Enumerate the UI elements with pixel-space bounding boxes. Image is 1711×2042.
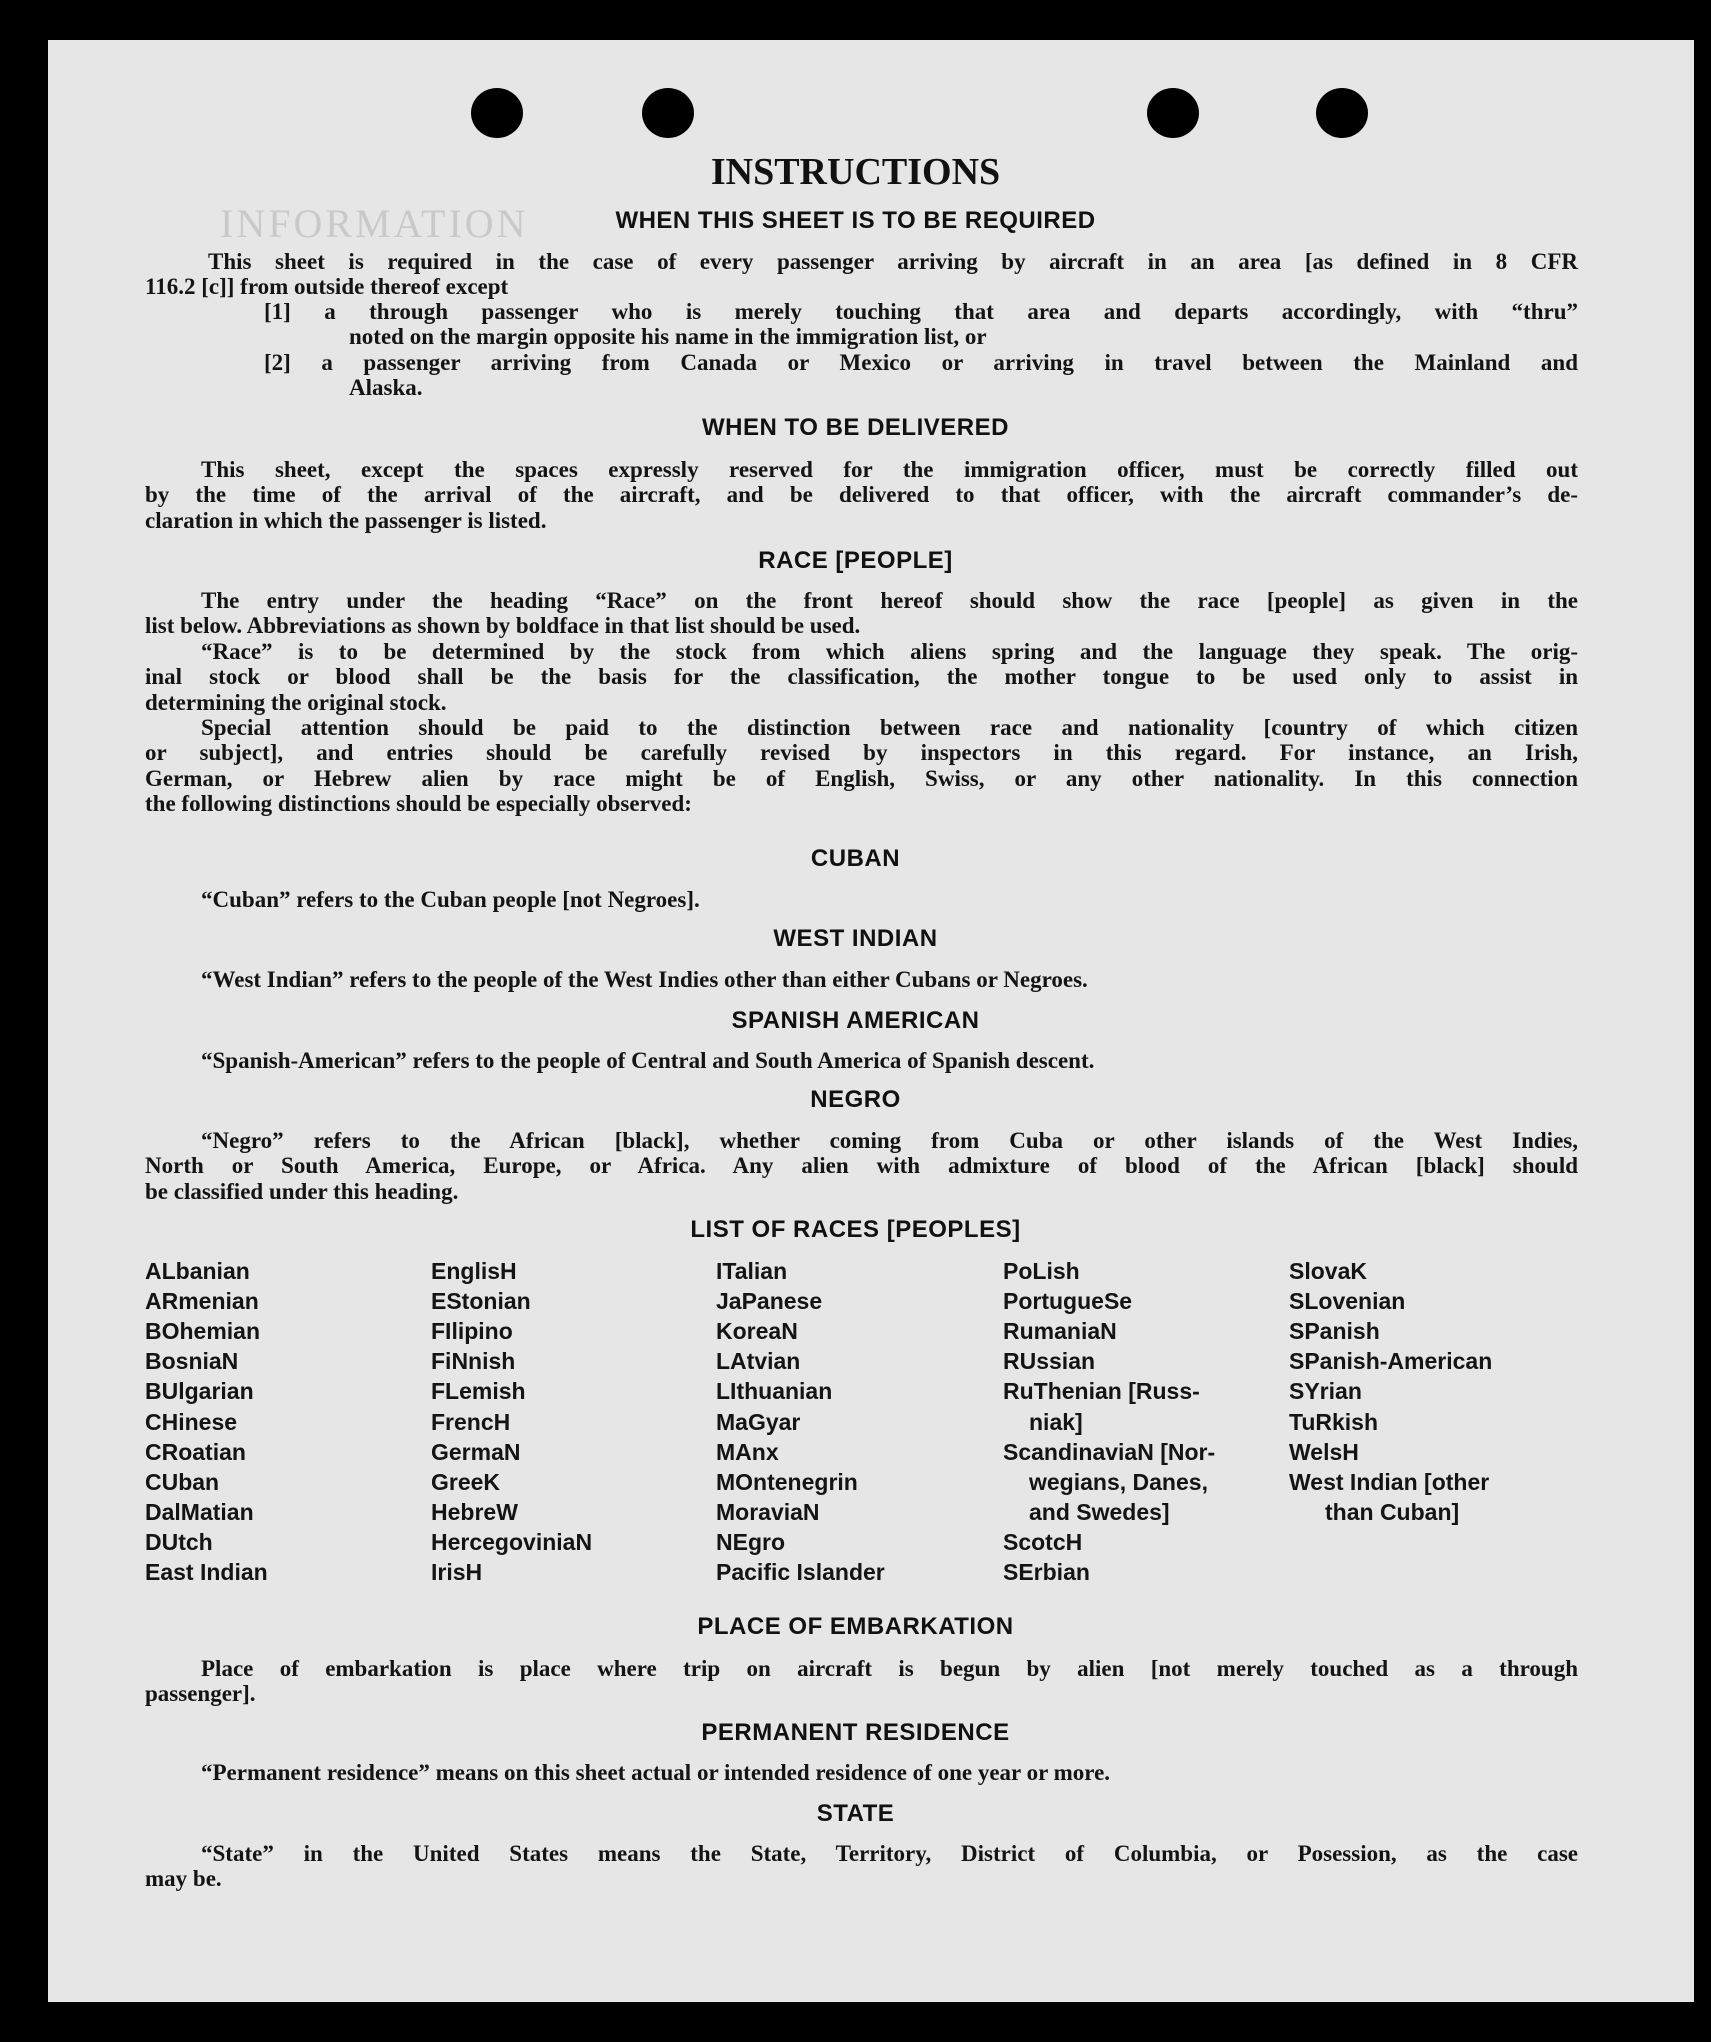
paragraph-line: “West Indian” refers to the people of the West Indies other than either Cubans or Negroes. [201,967,1088,992]
race-list-item: SPanish [1289,1318,1380,1345]
paragraph-line: [2] a passenger arriving from Canada or Mexico or arriving in travel between the Mainland and [264,350,1578,375]
race-list-item: SErbian [1003,1559,1090,1585]
paragraph-line: “Race” is to be determined by the stock from which aliens spring and the language they speak. The orig- [201,638,1578,664]
paragraph-line: “Negro” refers to the African [black], whether coming from Cuba or other islands of the West Indies, [201,1128,1578,1153]
section-heading: WHEN TO BE DELIVERED [702,414,1009,441]
race-list-item: FrencH [431,1408,511,1435]
race-list-item: EnglisH [431,1258,517,1284]
race-list-item: DUtch [145,1528,213,1555]
race-list-item: CRoatian [145,1438,246,1465]
race-list-item: MAnx [716,1438,779,1465]
race-list-item: PoLish [1003,1258,1080,1284]
race-list-item: FiNnish [431,1348,516,1375]
race-list-item: GreeK [431,1468,501,1495]
race-list-item: BUlgarian [145,1378,254,1405]
race-list-item: FLemish [431,1378,526,1405]
paragraph-line: 116.2 [c]] from outside thereof except [145,274,509,300]
paragraph-line: “Permanent residence” means on this sheet actual or intended residence of one year or more. [201,1760,1111,1785]
punch-hole [642,88,694,138]
paragraph-line: passenger]. [145,1681,256,1707]
section-heading: SPANISH AMERICAN [731,1007,980,1034]
race-list-item: EStonian [431,1288,531,1315]
paragraph-line: Alaska. [349,375,423,401]
paragraph-line: Special attention should be paid to the distinction between race and nationality [country of which citizen [201,715,1578,740]
paragraph-line: list below. Abbreviations as shown by boldface in that list should be used. [145,613,861,639]
paragraph-line: determining the original stock. [145,689,447,715]
race-list-item: and Swedes] [1029,1498,1170,1525]
paragraph-line: The entry under the heading “Race” on the front hereof should show the race [people] as given in the [201,588,1578,613]
race-list-item: WelsH [1289,1438,1359,1465]
section-heading: RACE [PEOPLE] [758,547,953,574]
race-list-item: DalMatian [145,1498,254,1525]
paragraph-line: This sheet, except the spaces expressly reserved for the immigration officer, must be correctly filled out [201,457,1578,482]
race-list-item: TuRkish [1289,1408,1379,1435]
race-list-item: SlovaK [1289,1258,1367,1284]
race-list-item: RuThenian [Russ- [1003,1378,1200,1405]
race-list-item: LAtvian [716,1348,801,1375]
section-heading: CUBAN [810,845,901,872]
punch-hole [1316,88,1368,138]
paragraph-line: by the time of the arrival of the aircraft, and be delivered to that officer, with the aircraft commander’s de- [145,482,1578,508]
paragraph-line: “Spanish-American” refers to the people of Central and South America of Spanish descent. [201,1048,1095,1073]
paragraph-line: [1] a through passenger who is merely touching that area and departs accordingly, with “thru” [264,299,1578,324]
race-list-item: CUban [145,1468,220,1495]
section-heading: LIST OF RACES [PEOPLES] [690,1216,1021,1243]
punch-hole [471,88,523,138]
race-list-item: ScotcH [1003,1528,1083,1555]
race-list-item: FIlipino [431,1318,513,1345]
paragraph-line: “State” in the United States means the State, Territory, District of Columbia, or Posession, as the case [201,1841,1578,1866]
race-list-item: BosniaN [145,1348,239,1375]
race-list-item: SYrian [1289,1378,1362,1405]
bleed-through-text: INFORMATION [220,201,529,246]
race-list-item: NEgro [716,1528,785,1555]
punch-hole [1147,88,1199,138]
race-list-item: MaGyar [716,1408,801,1435]
paragraph-line: noted on the margin opposite his name in the immigration list, or [349,324,987,350]
section-heading: PLACE OF EMBARKATION [697,1613,1014,1640]
page-title: INSTRUCTIONS [710,151,1001,193]
race-list-item: LIthuanian [716,1378,833,1405]
paragraph-line: claration in which the passenger is listed. [145,507,547,533]
race-list-item: wegians, Danes, [1029,1468,1208,1495]
race-list-item: SLovenian [1289,1288,1406,1315]
race-list-item: HebreW [431,1498,518,1525]
race-list-item: JaPanese [716,1288,823,1315]
section-heading: NEGRO [810,1086,901,1113]
race-list-item: West Indian [other [1289,1468,1490,1495]
race-list-item: GermaN [431,1438,521,1465]
paragraph-line: “Cuban” refers to the Cuban people [not Negroes]. [201,887,700,912]
paragraph-line: North or South America, Europe, or Africa. Any alien with admixture of blood of the African [black] should [145,1153,1578,1179]
race-list-item: IrisH [431,1559,483,1585]
race-list-item: RUssian [1003,1348,1096,1375]
paragraph-line: inal stock or blood shall be the basis for the classification, the mother tongue to be used only to assist in [145,664,1578,690]
race-list-item: East Indian [145,1559,268,1585]
section-heading: STATE [816,1800,895,1827]
race-list-item: HercegoviniaN [431,1528,593,1555]
race-list-item: Pacific Islander [716,1559,885,1585]
paragraph-line: be classified under this heading. [145,1178,459,1204]
race-list-item: CHinese [145,1408,238,1435]
race-list-item: ITalian [716,1258,788,1284]
section-heading: WHEN THIS SHEET IS TO BE REQUIRED [615,207,1096,234]
paragraph-line: the following distinctions should be especially observed: [145,791,692,817]
race-list-item: SPanish-American [1289,1348,1493,1375]
race-list-item: MOntenegrin [716,1468,858,1495]
paragraph-line: may be. [145,1866,222,1892]
section-heading: WEST INDIAN [773,925,938,952]
race-list-item: niak] [1029,1408,1083,1435]
race-list-item: MoraviaN [716,1498,820,1525]
paragraph-line: This sheet is required in the case of every passenger arriving by aircraft in an area [as defined in 8 CFR [208,249,1578,274]
paragraph-line: or subject], and entries should be carefully revised by inspectors in this regard. For instance, an Irish, [145,740,1578,766]
race-list-item: RumaniaN [1003,1318,1117,1345]
race-list-item: PortugueSe [1003,1288,1133,1315]
race-list-item: ALbanian [145,1258,250,1284]
section-heading: PERMANENT RESIDENCE [701,1719,1010,1746]
paragraph-line: Place of embarkation is place where trip on aircraft is begun by alien [not merely touched as a through [201,1656,1578,1681]
race-list-item: KoreaN [716,1318,798,1345]
race-list-item: ScandinaviaN [Nor- [1003,1438,1216,1465]
race-list-item: BOhemian [145,1318,261,1345]
race-list-item: than Cuban] [1325,1498,1460,1525]
paragraph-line: German, or Hebrew alien by race might be of English, Swiss, or any other nationality. In this connection [145,765,1578,791]
race-list-item: ARmenian [145,1288,259,1315]
